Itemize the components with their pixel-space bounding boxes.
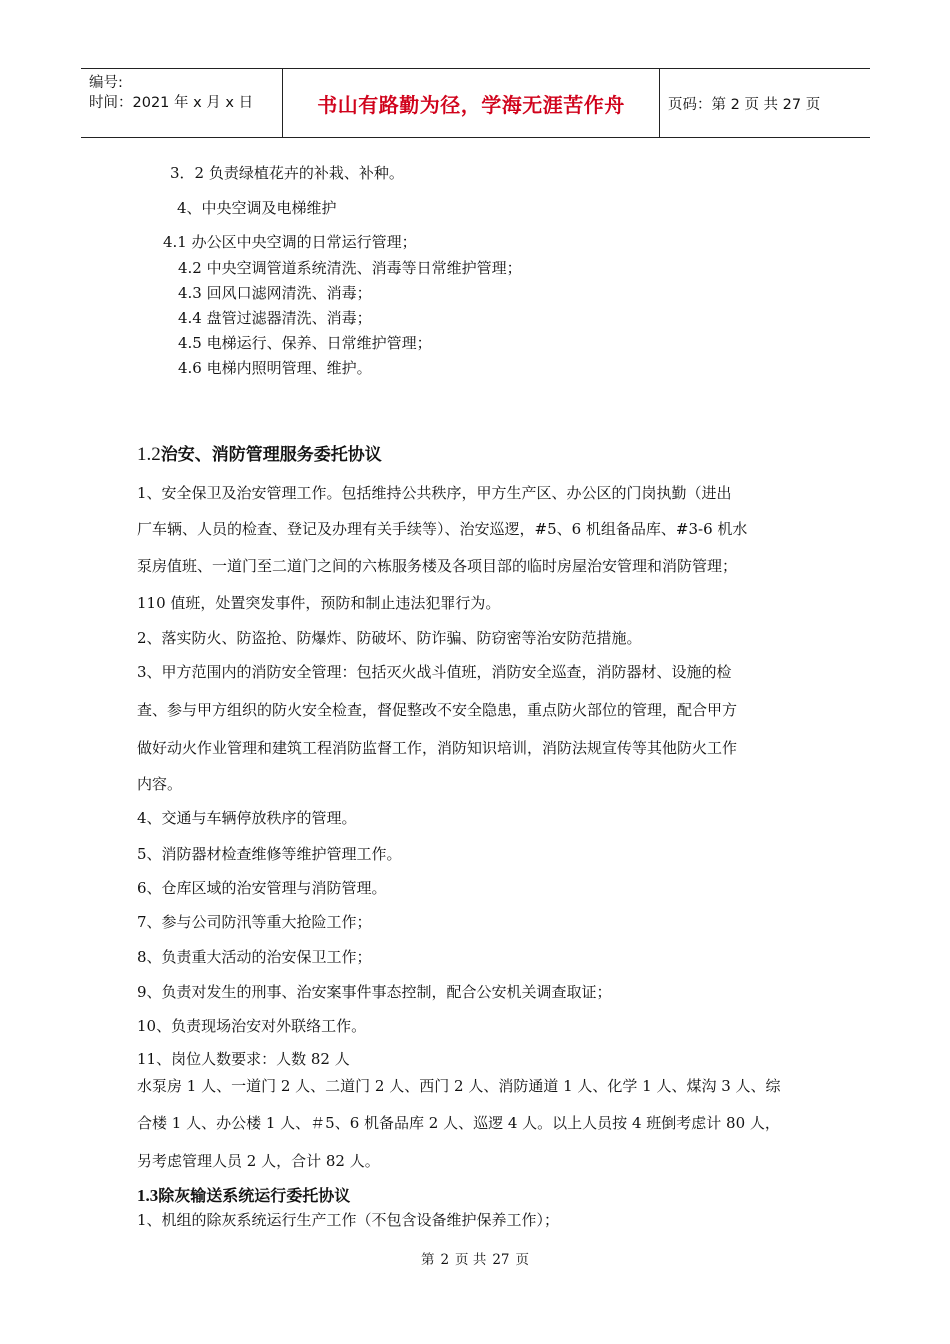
header-meta: [81, 69, 283, 137]
footer-page-number: 2: [440, 1252, 450, 1268]
text-line: 7、参与公司防汛等重大抢险工作；: [137, 913, 372, 931]
section-heading-1-3: [137, 1183, 350, 1206]
footer-suffix: 页: [515, 1252, 530, 1268]
text-line: 4.3 回风口滤网清洗、消毒；: [178, 284, 372, 302]
text-line: 3．2 负责绿植花卉的补栽、补种。: [170, 164, 404, 182]
document-number-label: 编号:: [89, 75, 123, 91]
text-line: 4.2 中央空调管道系统清洗、消毒等日常维护管理；: [178, 259, 522, 277]
header-motto: 书山有路勤为径，学海无涯苦作舟: [283, 69, 660, 137]
footer-prefix: 第: [420, 1252, 435, 1268]
text-line: 11、岗位人数要求：人数 82 人: [137, 1050, 350, 1068]
text-line: 9、负责对发生的刑事、治安案事件事态控制，配合公安机关调查取证；: [137, 983, 612, 1001]
text-line: 厂车辆、人员的检查、登记及办理有关手续等）、治安巡逻，#5、6 机组备品库、#3-6 机水: [137, 520, 748, 538]
section-number: 1.2: [137, 444, 161, 465]
text-line: 1、安全保卫及治安管理工作。包括维持公共秩序，甲方生产区、办公区的门岗执勤（进出: [137, 484, 732, 502]
text-line: 6、仓库区域的治安管理与消防管理。: [137, 879, 387, 897]
footer-total-pages: 27: [492, 1252, 510, 1268]
text-line: 内容。: [137, 775, 183, 793]
text-line: 4.4 盘管过滤器清洗、消毒；: [178, 309, 372, 327]
section-heading-1-2: [137, 440, 382, 466]
page-footer: [0, 1248, 950, 1268]
text-line: 4、交通与车辆停放秩序的管理。: [137, 809, 357, 827]
text-line: 2、落实防火、防盗抢、防爆炸、防破坏、防诈骗、防窃密等治安防范措施。: [137, 629, 642, 647]
section-title: 治安、消防管理服务委托协议: [160, 445, 382, 465]
text-line: 4.1 办公区中央空调的日常运行管理；: [163, 233, 417, 251]
header-page-info: 页码：第 2 页 共 27 页: [668, 96, 821, 113]
text-line: 水泵房 1 人、一道门 2 人、二道门 2 人、西门 2 人、消防通道 1 人、化学 1 人、煤沟 3 人、综: [137, 1077, 781, 1095]
footer-middle: 页 共: [455, 1252, 487, 1268]
text-line: 泵房值班、一道门至二道门之间的六栋服务楼及各项目部的临时房屋治安管理和消防管理；: [137, 557, 738, 575]
text-line: 1、机组的除灰系统运行生产工作（不包含设备维护保养工作）；: [137, 1211, 560, 1229]
text-line: 4.5 电梯运行、保养、日常维护管理；: [178, 334, 432, 352]
text-line: 4、中央空调及电梯维护: [177, 199, 337, 217]
text-line: 8、负责重大活动的治安保卫工作；: [137, 948, 372, 966]
section-title: 除灰输送系统运行委托协议: [158, 1186, 351, 1205]
text-line: 10、负责现场治安对外联络工作。: [137, 1017, 367, 1035]
document-time-label: 时间：2021 年 x 月 x 日: [89, 95, 254, 111]
text-line: 查、参与甲方组织的防火安全检查，督促整改不安全隐患，重点防火部位的管理，配合甲方: [137, 701, 738, 719]
text-line: 4.6 电梯内照明管理、维护。: [178, 359, 372, 377]
text-line: 5、消防器材检查维修等维护管理工作。: [137, 845, 402, 863]
text-line: 合楼 1 人、办公楼 1 人、＃5、6 机备品库 2 人、巡逻 4 人。以上人员按 4 班倒考虑计 80 人，: [137, 1114, 780, 1132]
section-number: 1.3: [137, 1186, 159, 1205]
text-line: 110 值班，处置突发事件，预防和制止违法犯罪行为。: [137, 594, 501, 612]
text-line: 做好动火作业管理和建筑工程消防监督工作，消防知识培训，消防法规宣传等其他防火工作: [137, 739, 738, 757]
text-line: 另考虑管理人员 2 人，合计 82 人。: [137, 1152, 380, 1170]
page-header: [81, 68, 870, 138]
text-line: 3、甲方范围内的消防安全管理：包括灭火战斗值班，消防安全巡查，消防器材、设施的检: [137, 663, 732, 681]
